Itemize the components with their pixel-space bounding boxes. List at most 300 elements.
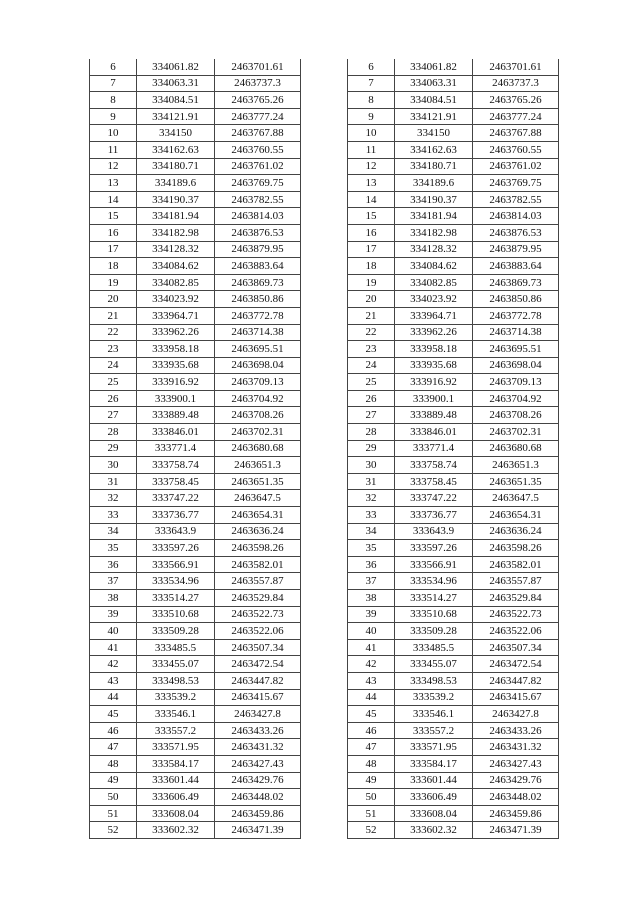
point-number-cell: 11	[348, 141, 395, 158]
point-number-cell: 10	[90, 125, 137, 142]
x-coordinate-cell: 333510.68	[395, 606, 473, 623]
point-number-cell: 46	[90, 722, 137, 739]
point-number-cell: 37	[90, 573, 137, 590]
y-coordinate-cell: 2463448.02	[215, 789, 301, 806]
x-coordinate-cell: 333485.5	[395, 639, 473, 656]
point-number-cell: 30	[348, 457, 395, 474]
x-coordinate-cell: 334023.92	[137, 291, 215, 308]
x-coordinate-cell: 333758.45	[395, 473, 473, 490]
x-coordinate-cell: 334128.32	[395, 241, 473, 258]
point-number-cell: 7	[90, 75, 137, 92]
point-number-cell: 43	[90, 672, 137, 689]
x-coordinate-cell: 333889.48	[395, 407, 473, 424]
x-coordinate-cell: 334150	[395, 125, 473, 142]
table-row	[348, 390, 559, 407]
x-coordinate-cell: 333498.53	[395, 672, 473, 689]
y-coordinate-cell: 2463651.35	[215, 473, 301, 490]
y-coordinate-cell: 2463782.55	[473, 191, 559, 208]
table-row	[348, 755, 559, 772]
table-row	[348, 706, 559, 723]
y-coordinate-cell: 2463869.73	[215, 274, 301, 291]
x-coordinate-cell: 333771.4	[137, 440, 215, 457]
table-row	[90, 606, 301, 623]
point-number-cell: 9	[348, 108, 395, 125]
y-coordinate-cell: 2463698.04	[215, 357, 301, 374]
y-coordinate-cell: 2463598.26	[215, 540, 301, 557]
point-number-cell: 21	[90, 307, 137, 324]
x-coordinate-cell: 333608.04	[395, 805, 473, 822]
x-coordinate-cell: 333758.74	[395, 457, 473, 474]
table-row	[348, 307, 559, 324]
x-coordinate-cell: 333736.77	[395, 507, 473, 524]
table-row	[90, 407, 301, 424]
y-coordinate-cell: 2463869.73	[473, 274, 559, 291]
x-coordinate-cell: 333771.4	[395, 440, 473, 457]
table-row	[90, 324, 301, 341]
table-row	[90, 357, 301, 374]
point-number-cell: 31	[348, 473, 395, 490]
x-coordinate-cell: 334084.51	[137, 92, 215, 109]
point-number-cell: 46	[348, 722, 395, 739]
y-coordinate-cell: 2463522.06	[473, 623, 559, 640]
y-coordinate-cell: 2463777.24	[215, 108, 301, 125]
table-row	[348, 291, 559, 308]
point-number-cell: 25	[348, 374, 395, 391]
x-coordinate-cell: 333597.26	[395, 540, 473, 557]
point-number-cell: 50	[90, 789, 137, 806]
y-coordinate-cell: 2463709.13	[215, 374, 301, 391]
table-row	[90, 523, 301, 540]
point-number-cell: 8	[348, 92, 395, 109]
point-number-cell: 41	[348, 639, 395, 656]
y-coordinate-cell: 2463522.06	[215, 623, 301, 640]
point-number-cell: 48	[90, 755, 137, 772]
table-row	[348, 473, 559, 490]
x-coordinate-cell: 334162.63	[137, 141, 215, 158]
y-coordinate-cell: 2463701.61	[473, 59, 559, 75]
table-row	[348, 158, 559, 175]
y-coordinate-cell: 2463429.76	[473, 772, 559, 789]
x-coordinate-cell: 333601.44	[137, 772, 215, 789]
y-coordinate-cell: 2463651.3	[473, 457, 559, 474]
table-row	[90, 573, 301, 590]
table-row	[90, 656, 301, 673]
x-coordinate-cell: 334162.63	[395, 141, 473, 158]
point-number-cell: 18	[90, 258, 137, 275]
point-number-cell: 23	[348, 341, 395, 358]
x-coordinate-cell: 334023.92	[395, 291, 473, 308]
table-row	[90, 175, 301, 192]
y-coordinate-cell: 2463701.61	[215, 59, 301, 75]
x-coordinate-cell: 334180.71	[137, 158, 215, 175]
x-coordinate-cell: 333557.2	[137, 722, 215, 739]
table-row	[90, 507, 301, 524]
table-row	[348, 590, 559, 607]
point-number-cell: 16	[90, 224, 137, 241]
x-coordinate-cell: 333916.92	[395, 374, 473, 391]
table-row	[90, 706, 301, 723]
x-coordinate-cell: 334150	[137, 125, 215, 142]
left-coordinate-table	[89, 59, 301, 839]
x-coordinate-cell: 333498.53	[137, 672, 215, 689]
x-coordinate-cell: 333534.96	[395, 573, 473, 590]
y-coordinate-cell: 2463769.75	[215, 175, 301, 192]
y-coordinate-cell: 2463760.55	[215, 141, 301, 158]
table-row	[348, 822, 559, 839]
point-number-cell: 38	[348, 590, 395, 607]
point-number-cell: 18	[348, 258, 395, 275]
y-coordinate-cell: 2463772.78	[473, 307, 559, 324]
x-coordinate-cell: 333643.9	[395, 523, 473, 540]
table-row	[90, 291, 301, 308]
x-coordinate-cell: 334061.82	[395, 59, 473, 75]
y-coordinate-cell: 2463709.13	[473, 374, 559, 391]
x-coordinate-cell: 333900.1	[137, 390, 215, 407]
x-coordinate-cell: 333964.71	[395, 307, 473, 324]
y-coordinate-cell: 2463767.88	[473, 125, 559, 142]
y-coordinate-cell: 2463765.26	[215, 92, 301, 109]
y-coordinate-cell: 2463708.26	[215, 407, 301, 424]
y-coordinate-cell: 2463704.92	[473, 390, 559, 407]
x-coordinate-cell: 333935.68	[137, 357, 215, 374]
right-table-body	[348, 59, 559, 838]
table-row	[348, 789, 559, 806]
point-number-cell: 33	[90, 507, 137, 524]
table-row	[348, 689, 559, 706]
x-coordinate-cell: 333747.22	[395, 490, 473, 507]
x-coordinate-cell: 333889.48	[137, 407, 215, 424]
table-row	[90, 639, 301, 656]
table-row	[90, 490, 301, 507]
table-row	[348, 490, 559, 507]
point-number-cell: 19	[348, 274, 395, 291]
x-coordinate-cell: 333606.49	[395, 789, 473, 806]
y-coordinate-cell: 2463772.78	[215, 307, 301, 324]
point-number-cell: 36	[90, 556, 137, 573]
x-coordinate-cell: 334063.31	[137, 75, 215, 92]
x-coordinate-cell: 333539.2	[395, 689, 473, 706]
table-row	[90, 822, 301, 839]
y-coordinate-cell: 2463522.73	[215, 606, 301, 623]
table-row	[90, 274, 301, 291]
x-coordinate-cell: 333597.26	[137, 540, 215, 557]
x-coordinate-cell: 334181.94	[137, 208, 215, 225]
table-row	[348, 224, 559, 241]
point-number-cell: 43	[348, 672, 395, 689]
table-row	[348, 125, 559, 142]
point-number-cell: 48	[348, 755, 395, 772]
x-coordinate-cell: 333758.74	[137, 457, 215, 474]
point-number-cell: 42	[90, 656, 137, 673]
table-row	[348, 672, 559, 689]
y-coordinate-cell: 2463651.3	[215, 457, 301, 474]
point-number-cell: 15	[90, 208, 137, 225]
point-number-cell: 13	[90, 175, 137, 192]
x-coordinate-cell: 333916.92	[137, 374, 215, 391]
point-number-cell: 22	[348, 324, 395, 341]
y-coordinate-cell: 2463429.76	[215, 772, 301, 789]
x-coordinate-cell: 333846.01	[395, 424, 473, 441]
y-coordinate-cell: 2463507.34	[473, 639, 559, 656]
y-coordinate-cell: 2463680.68	[215, 440, 301, 457]
table-row	[348, 457, 559, 474]
point-number-cell: 16	[348, 224, 395, 241]
x-coordinate-cell: 334189.6	[137, 175, 215, 192]
y-coordinate-cell: 2463415.67	[215, 689, 301, 706]
point-number-cell: 7	[348, 75, 395, 92]
y-coordinate-cell: 2463760.55	[473, 141, 559, 158]
point-number-cell: 31	[90, 473, 137, 490]
point-number-cell: 29	[348, 440, 395, 457]
x-coordinate-cell: 333602.32	[395, 822, 473, 839]
point-number-cell: 19	[90, 274, 137, 291]
y-coordinate-cell: 2463704.92	[215, 390, 301, 407]
y-coordinate-cell: 2463883.64	[473, 258, 559, 275]
y-coordinate-cell: 2463680.68	[473, 440, 559, 457]
point-number-cell: 37	[348, 573, 395, 590]
y-coordinate-cell: 2463737.3	[215, 75, 301, 92]
y-coordinate-cell: 2463647.5	[215, 490, 301, 507]
y-coordinate-cell: 2463647.5	[473, 490, 559, 507]
table-row	[90, 540, 301, 557]
point-number-cell: 39	[348, 606, 395, 623]
y-coordinate-cell: 2463765.26	[473, 92, 559, 109]
point-number-cell: 9	[90, 108, 137, 125]
y-coordinate-cell: 2463447.82	[473, 672, 559, 689]
table-row	[348, 424, 559, 441]
x-coordinate-cell: 333509.28	[137, 623, 215, 640]
table-row	[90, 805, 301, 822]
point-number-cell: 45	[90, 706, 137, 723]
table-row	[90, 722, 301, 739]
y-coordinate-cell: 2463695.51	[473, 341, 559, 358]
y-coordinate-cell: 2463598.26	[473, 540, 559, 557]
x-coordinate-cell: 334121.91	[137, 108, 215, 125]
x-coordinate-cell: 333546.1	[137, 706, 215, 723]
x-coordinate-cell: 334180.71	[395, 158, 473, 175]
point-number-cell: 21	[348, 307, 395, 324]
point-number-cell: 6	[90, 59, 137, 75]
table-row	[348, 656, 559, 673]
table-row	[90, 772, 301, 789]
x-coordinate-cell: 333736.77	[137, 507, 215, 524]
y-coordinate-cell: 2463427.43	[215, 755, 301, 772]
y-coordinate-cell: 2463654.31	[473, 507, 559, 524]
point-number-cell: 25	[90, 374, 137, 391]
table-row	[90, 341, 301, 358]
point-number-cell: 35	[90, 540, 137, 557]
table-row	[348, 59, 559, 75]
table-row	[90, 108, 301, 125]
y-coordinate-cell: 2463471.39	[473, 822, 559, 839]
y-coordinate-cell: 2463876.53	[473, 224, 559, 241]
point-number-cell: 49	[90, 772, 137, 789]
x-coordinate-cell: 334121.91	[395, 108, 473, 125]
table-row	[90, 623, 301, 640]
point-number-cell: 51	[90, 805, 137, 822]
y-coordinate-cell: 2463714.38	[473, 324, 559, 341]
y-coordinate-cell: 2463651.35	[473, 473, 559, 490]
y-coordinate-cell: 2463529.84	[473, 590, 559, 607]
point-number-cell: 42	[348, 656, 395, 673]
y-coordinate-cell: 2463767.88	[215, 125, 301, 142]
table-row	[90, 125, 301, 142]
point-number-cell: 35	[348, 540, 395, 557]
y-coordinate-cell: 2463698.04	[473, 357, 559, 374]
y-coordinate-cell: 2463714.38	[215, 324, 301, 341]
x-coordinate-cell: 333846.01	[137, 424, 215, 441]
y-coordinate-cell: 2463459.86	[473, 805, 559, 822]
y-coordinate-cell: 2463737.3	[473, 75, 559, 92]
x-coordinate-cell: 334082.85	[137, 274, 215, 291]
x-coordinate-cell: 333958.18	[137, 341, 215, 358]
x-coordinate-cell: 334190.37	[137, 191, 215, 208]
table-row	[90, 689, 301, 706]
table-row	[90, 473, 301, 490]
point-number-cell: 26	[348, 390, 395, 407]
y-coordinate-cell: 2463883.64	[215, 258, 301, 275]
table-row	[348, 175, 559, 192]
point-number-cell: 27	[348, 407, 395, 424]
y-coordinate-cell: 2463879.95	[215, 241, 301, 258]
table-row	[348, 556, 559, 573]
y-coordinate-cell: 2463507.34	[215, 639, 301, 656]
y-coordinate-cell: 2463702.31	[473, 424, 559, 441]
point-number-cell: 36	[348, 556, 395, 573]
table-row	[90, 440, 301, 457]
y-coordinate-cell: 2463582.01	[473, 556, 559, 573]
x-coordinate-cell: 334063.31	[395, 75, 473, 92]
point-number-cell: 40	[348, 623, 395, 640]
table-row	[348, 540, 559, 557]
point-number-cell: 28	[90, 424, 137, 441]
table-row	[90, 590, 301, 607]
table-row	[348, 722, 559, 739]
table-row	[348, 357, 559, 374]
point-number-cell: 32	[90, 490, 137, 507]
y-coordinate-cell: 2463427.43	[473, 755, 559, 772]
x-coordinate-cell: 333958.18	[395, 341, 473, 358]
point-number-cell: 28	[348, 424, 395, 441]
point-number-cell: 47	[90, 739, 137, 756]
point-number-cell: 20	[348, 291, 395, 308]
x-coordinate-cell: 333584.17	[395, 755, 473, 772]
point-number-cell: 8	[90, 92, 137, 109]
x-coordinate-cell: 334190.37	[395, 191, 473, 208]
x-coordinate-cell: 333566.91	[137, 556, 215, 573]
y-coordinate-cell: 2463814.03	[473, 208, 559, 225]
y-coordinate-cell: 2463850.86	[215, 291, 301, 308]
x-coordinate-cell: 334084.62	[395, 258, 473, 275]
x-coordinate-cell: 333514.27	[137, 590, 215, 607]
y-coordinate-cell: 2463761.02	[215, 158, 301, 175]
table-row	[90, 224, 301, 241]
table-row	[348, 523, 559, 540]
table-row	[348, 241, 559, 258]
x-coordinate-cell: 333534.96	[137, 573, 215, 590]
y-coordinate-cell: 2463557.87	[473, 573, 559, 590]
x-coordinate-cell: 334189.6	[395, 175, 473, 192]
y-coordinate-cell: 2463427.8	[215, 706, 301, 723]
x-coordinate-cell: 333584.17	[137, 755, 215, 772]
table-row	[90, 191, 301, 208]
point-number-cell: 20	[90, 291, 137, 308]
y-coordinate-cell: 2463447.82	[215, 672, 301, 689]
table-row	[348, 639, 559, 656]
y-coordinate-cell: 2463472.54	[215, 656, 301, 673]
point-number-cell: 26	[90, 390, 137, 407]
y-coordinate-cell: 2463433.26	[215, 722, 301, 739]
x-coordinate-cell: 333747.22	[137, 490, 215, 507]
point-number-cell: 38	[90, 590, 137, 607]
point-number-cell: 40	[90, 623, 137, 640]
y-coordinate-cell: 2463472.54	[473, 656, 559, 673]
point-number-cell: 12	[348, 158, 395, 175]
point-number-cell: 23	[90, 341, 137, 358]
x-coordinate-cell: 333455.07	[137, 656, 215, 673]
x-coordinate-cell: 333510.68	[137, 606, 215, 623]
table-row	[90, 208, 301, 225]
point-number-cell: 10	[348, 125, 395, 142]
y-coordinate-cell: 2463879.95	[473, 241, 559, 258]
point-number-cell: 32	[348, 490, 395, 507]
table-row	[348, 606, 559, 623]
table-row	[348, 324, 559, 341]
x-coordinate-cell: 333485.5	[137, 639, 215, 656]
table-row	[90, 457, 301, 474]
table-row	[348, 108, 559, 125]
point-number-cell: 50	[348, 789, 395, 806]
x-coordinate-cell: 333643.9	[137, 523, 215, 540]
y-coordinate-cell: 2463708.26	[473, 407, 559, 424]
x-coordinate-cell: 333571.95	[395, 739, 473, 756]
point-number-cell: 44	[348, 689, 395, 706]
table-row	[90, 258, 301, 275]
x-coordinate-cell: 334084.51	[395, 92, 473, 109]
table-row	[348, 805, 559, 822]
point-number-cell: 30	[90, 457, 137, 474]
x-coordinate-cell: 333606.49	[137, 789, 215, 806]
table-row	[348, 191, 559, 208]
x-coordinate-cell: 334182.98	[395, 224, 473, 241]
table-row	[348, 623, 559, 640]
y-coordinate-cell: 2463448.02	[473, 789, 559, 806]
y-coordinate-cell: 2463582.01	[215, 556, 301, 573]
point-number-cell: 51	[348, 805, 395, 822]
point-number-cell: 17	[90, 241, 137, 258]
point-number-cell: 11	[90, 141, 137, 158]
x-coordinate-cell: 333900.1	[395, 390, 473, 407]
y-coordinate-cell: 2463427.8	[473, 706, 559, 723]
table-row	[348, 507, 559, 524]
y-coordinate-cell: 2463769.75	[473, 175, 559, 192]
y-coordinate-cell: 2463557.87	[215, 573, 301, 590]
table-row	[90, 424, 301, 441]
table-row	[90, 672, 301, 689]
table-row	[90, 59, 301, 75]
table-row	[348, 573, 559, 590]
point-number-cell: 41	[90, 639, 137, 656]
point-number-cell: 12	[90, 158, 137, 175]
x-coordinate-cell: 333935.68	[395, 357, 473, 374]
table-row	[90, 374, 301, 391]
point-number-cell: 49	[348, 772, 395, 789]
table-row	[348, 258, 559, 275]
point-number-cell: 34	[90, 523, 137, 540]
x-coordinate-cell: 333962.26	[395, 324, 473, 341]
y-coordinate-cell: 2463876.53	[215, 224, 301, 241]
x-coordinate-cell: 334128.32	[137, 241, 215, 258]
